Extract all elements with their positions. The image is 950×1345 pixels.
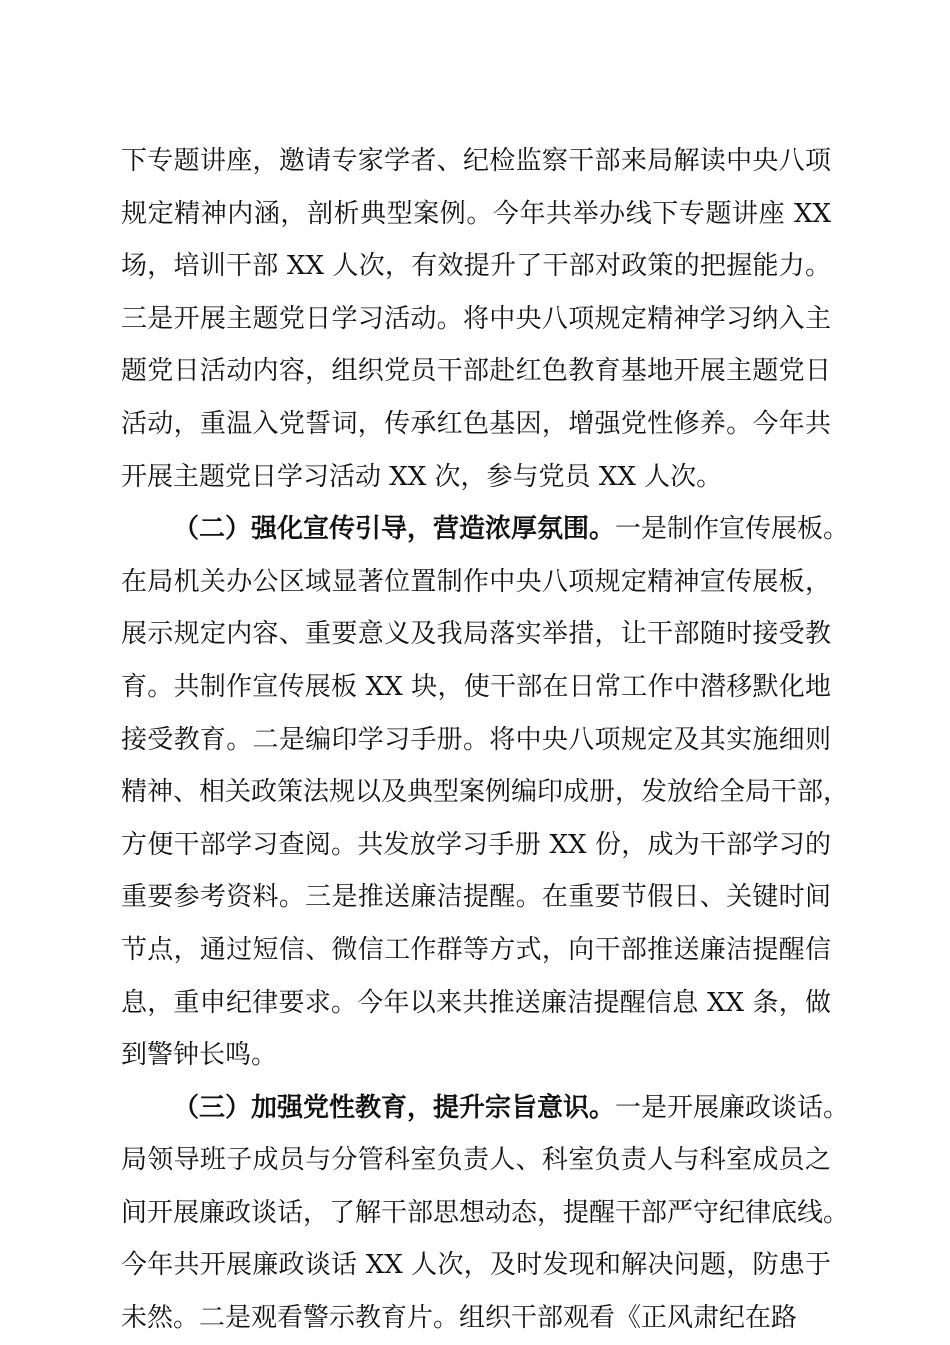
text-run: 一是制作宣传展板。 <box>615 514 850 545</box>
paragraph-2 <box>121 503 850 1082</box>
text-line: 场，培训干部 XX 人次，有效提升了干部对政策的把握能力。 <box>121 251 831 282</box>
text-line: 题党日活动内容，组织党员干部赴红色教育基地开展主题党日 <box>121 356 831 387</box>
text-line: 规定精神内涵，剖析典型案例。今年共举办线下专题讲座 XX <box>121 198 831 229</box>
text-line: 开展主题党日学习活动 XX 次，参与党员 XX 人次。 <box>121 461 723 492</box>
text-line: 展示规定内容、重要意义及我局落实举措，让干部随时接受教 <box>121 619 831 650</box>
text-line: 精神、相关政策法规以及典型案例编印成册，发放给全局干部， <box>121 777 850 808</box>
text-line: 三是开展主题党日学习活动。将中央八项规定精神学习纳入主 <box>121 303 831 334</box>
paragraph-first-line <box>121 1082 850 1135</box>
text-line: 局领导班子成员与分管科室负责人、科室负责人与科室成员之 <box>121 1145 831 1176</box>
text-line: 接受教育。二是编印学习手册。将中央八项规定及其实施细则 <box>121 724 831 755</box>
text-line: 息，重申纪律要求。今年以来共推送廉洁提醒信息 XX 条，做 <box>121 987 831 1018</box>
text-line: 育。共制作宣传展板 XX 块，使干部在日常工作中潜移默化地 <box>121 671 831 702</box>
paragraph-3 <box>121 1082 850 1345</box>
text-line: 到警钟长鸣。 <box>121 1040 278 1071</box>
text-line: 节点，通过短信、微信工作群等方式，向干部推送廉洁提醒信 <box>121 934 831 965</box>
document-body <box>121 135 850 1345</box>
paragraph-first-line <box>121 503 850 556</box>
section-heading: （三）加强党性教育，提升宗旨意识。 <box>173 1092 616 1123</box>
text-line: 下专题讲座，邀请专家学者、纪检监察干部来局解读中央八项 <box>121 146 831 176</box>
text-line: 在局机关办公区域显著位置制作中央八项规定精神宣传展板， <box>121 566 831 597</box>
text-line: 重要参考资料。三是推送廉洁提醒。在重要节假日、关键时间 <box>121 882 831 913</box>
section-heading: （二）强化宣传引导，营造浓厚氛围。 <box>173 514 616 545</box>
text-line: 方便干部学习查阅。共发放学习手册 XX 份，成为干部学习的 <box>121 829 831 860</box>
text-line: 未然。二是观看警示教育片。组织干部观看《正风肃纪在路 <box>121 1303 798 1334</box>
text-line: 今年共开展廉政谈话 XX 人次，及时发现和解决问题，防患于 <box>121 1250 831 1281</box>
text-run: 一是开展廉政谈话。 <box>615 1092 850 1123</box>
text-line: 活动，重温入党誓词，传承红色基因，增强党性修养。今年共 <box>121 408 831 439</box>
text-line: 间开展廉政谈话，了解干部思想动态，提醒干部严守纪律底线。 <box>121 1197 850 1228</box>
paragraph-1 <box>121 135 831 503</box>
